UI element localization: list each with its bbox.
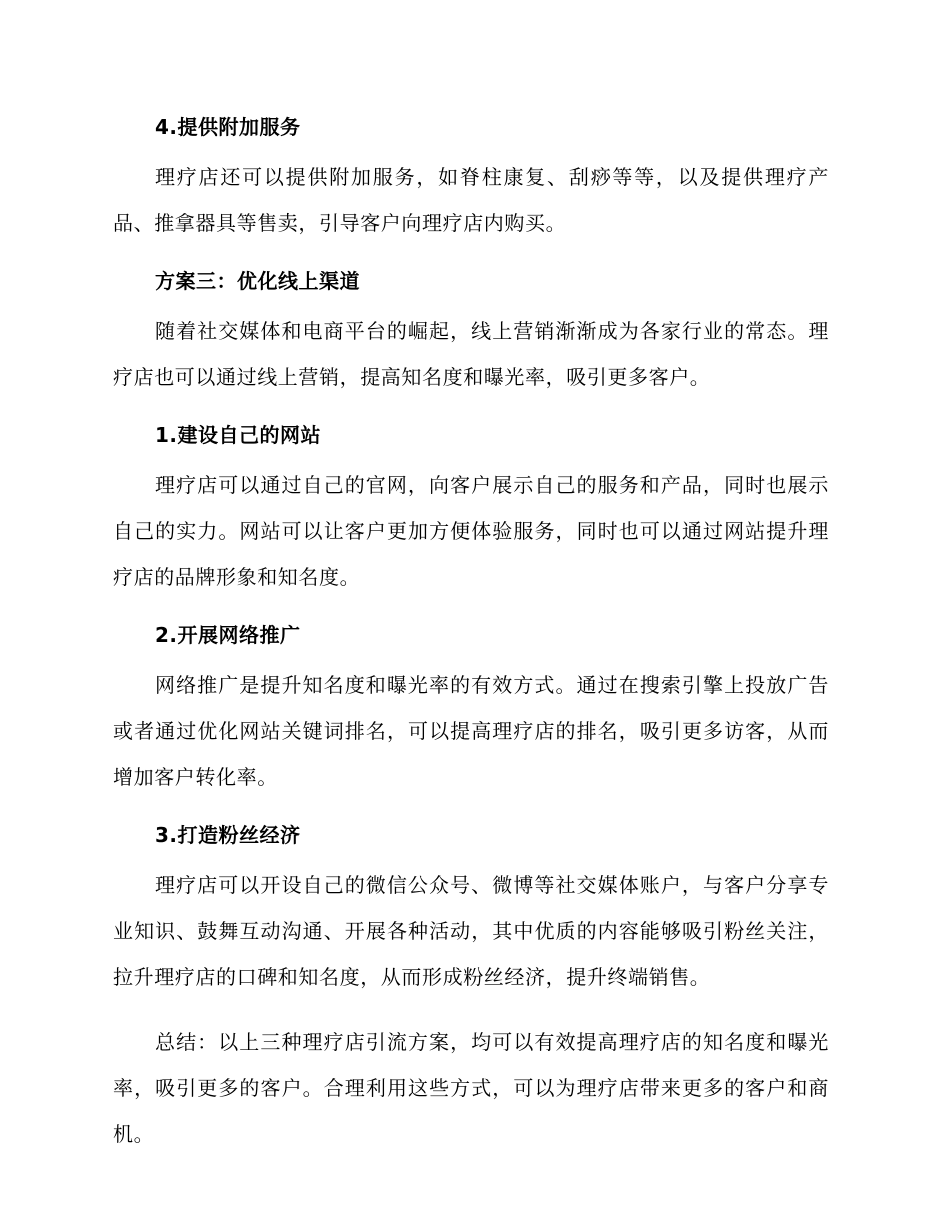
section-heading: 1.建设自己的网站 <box>155 423 322 447</box>
body-paragraph: 网络推广是提升知名度和曝光率的有效方式。通过在搜索引擎上投放广告或者通过优化网站关键词排名，可以提高理疗店的排名，吸引更多访客，从而增加客户转化率。 <box>113 673 829 789</box>
section-heading: 3.打造粉丝经济 <box>155 823 301 847</box>
document-body <box>113 111 829 1176</box>
section-heading: 方案三：优化线上渠道 <box>155 269 360 293</box>
body-paragraph: 理疗店可以通过自己的官网，向客户展示自己的服务和产品，同时也展示自己的实力。网站可以让客户更加方便体验服务，同时也可以通过网站提升理疗店的品牌形象和知名度。 <box>113 473 829 589</box>
section-heading: 2.开展网络推广 <box>155 623 301 647</box>
body-paragraph: 随着社交媒体和电商平台的崛起，线上营销渐渐成为各家行业的常态。理疗店也可以通过线上营销，提高知名度和曝光率，吸引更多客户。 <box>113 319 829 389</box>
section-heading: 4.提供附加服务 <box>155 115 301 139</box>
body-paragraph: 理疗店还可以提供附加服务，如脊柱康复、刮痧等等，以及提供理疗产品、推拿器具等售卖，引导客户向理疗店内购买。 <box>113 165 829 235</box>
summary-paragraph: 总结：以上三种理疗店引流方案，均可以有效提高理疗店的知名度和曝光率，吸引更多的客户。合理利用这些方式，可以为理疗店带来更多的客户和商机。 <box>113 1030 829 1146</box>
body-paragraph: 理疗店可以开设自己的微信公众号、微博等社交媒体账户，与客户分享专业知识、鼓舞互动沟通、开展各种活动，其中优质的内容能够吸引粉丝关注，拉升理疗店的口碑和知名度，从而形成粉丝经济，提升终端销售。 <box>113 873 829 989</box>
